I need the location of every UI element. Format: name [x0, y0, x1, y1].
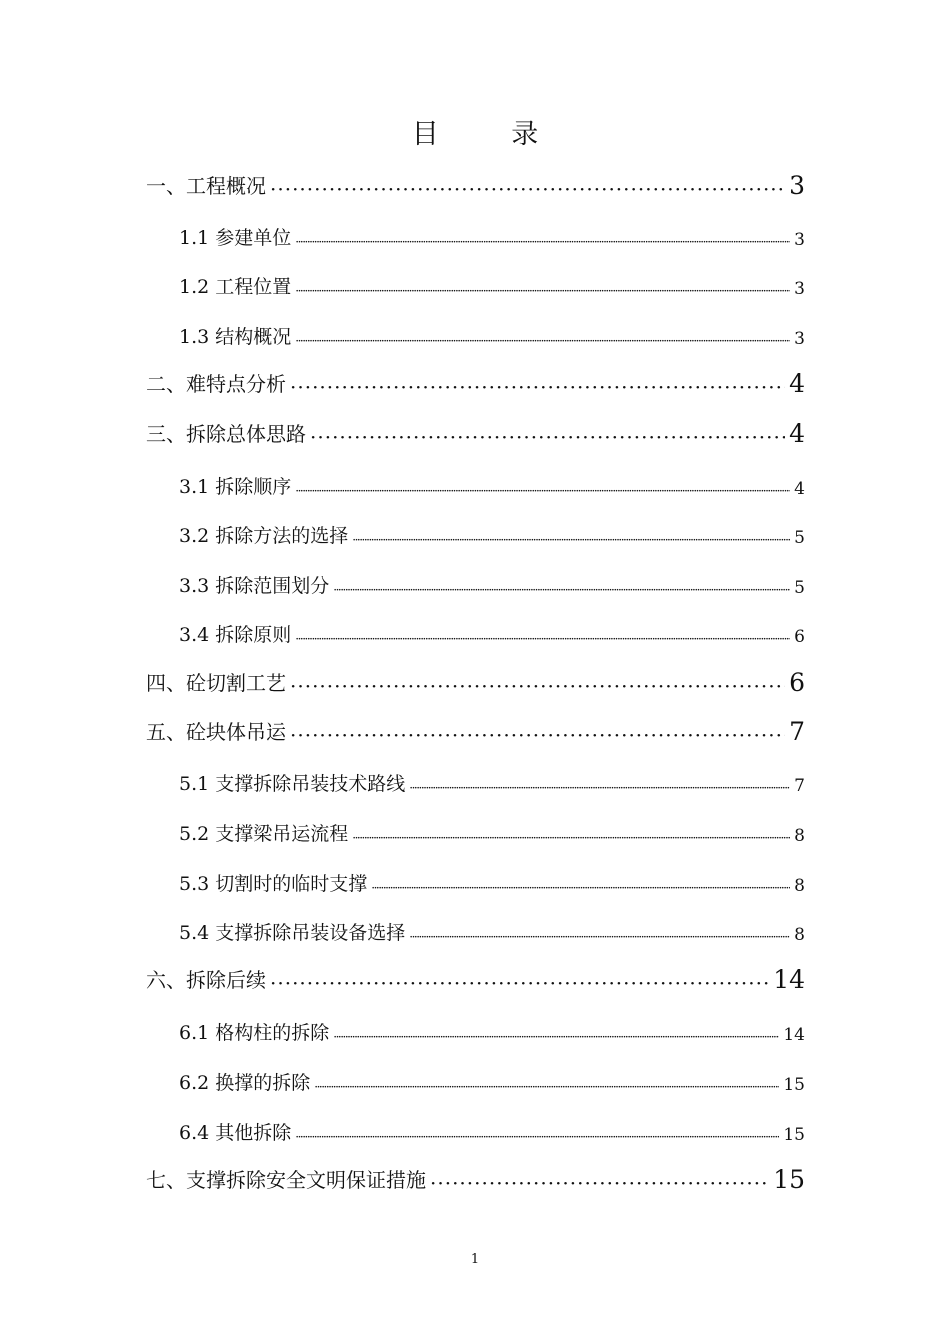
toc-entry-page: 5 [794, 528, 805, 548]
toc-leader [352, 830, 790, 846]
toc-entry[interactable] [146, 1164, 805, 1193]
toc-leader [295, 483, 790, 499]
toc-entry-label: 三、拆除总体思路 [146, 422, 306, 446]
toc-entry-label: 6.1 格构柱的拆除 [179, 1022, 330, 1044]
toc-entry[interactable] [179, 521, 805, 548]
toc-entry-label: 3.2 拆除方法的选择 [179, 525, 349, 547]
toc-entry[interactable] [179, 620, 805, 647]
toc-entry[interactable] [179, 223, 805, 250]
toc-entry-page: 7 [794, 776, 805, 796]
toc-entry-page: 8 [794, 925, 805, 945]
toc-entry[interactable] [179, 769, 805, 796]
toc-entry-label: 6.2 换撑的拆除 [179, 1072, 311, 1094]
toc-entry-label: 5.1 支撑拆除吊装技术路线 [179, 773, 406, 795]
toc-leader [290, 676, 785, 696]
toc-leader [290, 377, 785, 397]
toc-entry-label: 5.3 切割时的临时支撑 [179, 873, 368, 895]
toc-entry[interactable] [179, 272, 805, 299]
toc-entry-page: 8 [794, 876, 805, 896]
toc-entry[interactable] [179, 1018, 805, 1045]
toc-entry-label: 5.4 支撑拆除吊装设备选择 [179, 922, 406, 944]
toc-leader [295, 333, 790, 349]
toc-entry-page: 3 [794, 329, 805, 349]
toc-leader [333, 1029, 779, 1045]
toc-leader [270, 179, 785, 199]
toc-entry-label: 6.4 其他拆除 [179, 1122, 292, 1144]
toc-entry[interactable] [179, 472, 805, 499]
toc-entry-page: 4 [789, 419, 805, 447]
toc-entry[interactable] [146, 368, 805, 397]
toc-entry-label: 3.1 拆除顺序 [179, 476, 292, 498]
toc-leader [371, 880, 790, 896]
toc-entry-label: 七、支撑拆除安全文明保证措施 [146, 1168, 426, 1192]
toc-entry-label: 1.1 参建单位 [179, 227, 292, 249]
toc-entry-label: 3.3 拆除范围划分 [179, 575, 330, 597]
toc-entry-page: 3 [794, 279, 805, 299]
toc-entry-page: 15 [783, 1125, 805, 1145]
page-number: 1 [470, 1252, 480, 1267]
toc-entry[interactable] [146, 667, 805, 696]
toc-entry-label: 六、拆除后续 [146, 968, 266, 992]
toc-entry-page: 6 [789, 668, 805, 696]
toc-leader [310, 427, 785, 447]
toc-entry-label: 二、难特点分析 [146, 372, 286, 396]
toc-entry-page: 7 [789, 717, 805, 745]
toc-entry-page: 15 [773, 1165, 805, 1193]
toc-entry[interactable] [146, 964, 805, 993]
toc-entry-label: 1.3 结构概况 [179, 326, 292, 348]
toc-leader [295, 631, 790, 647]
toc-entry-page: 14 [783, 1025, 805, 1045]
toc-entry[interactable] [179, 918, 805, 945]
toc-entry[interactable] [179, 1118, 805, 1145]
toc-entry-page: 8 [794, 826, 805, 846]
toc-leader [314, 1079, 779, 1095]
toc-leader [333, 582, 790, 598]
toc-leader [352, 532, 790, 548]
toc-entry-page: 4 [789, 369, 805, 397]
toc-entry-label: 一、工程概况 [146, 174, 266, 198]
toc-entry[interactable] [179, 819, 805, 846]
toc-entry[interactable] [179, 869, 805, 896]
toc-entry-page: 3 [794, 230, 805, 250]
toc-entry[interactable] [179, 1068, 805, 1095]
toc-entry-page: 5 [794, 578, 805, 598]
toc-entry[interactable] [179, 571, 805, 598]
toc-title: 目 录 [411, 119, 571, 150]
toc-entry-page: 6 [794, 627, 805, 647]
toc-entry-label: 1.2 工程位置 [179, 276, 292, 298]
toc-leader [295, 283, 790, 299]
toc-leader [270, 973, 769, 993]
toc-leader [409, 929, 790, 945]
toc-entry-label: 五、砼块体吊运 [146, 720, 286, 744]
toc-entry[interactable] [179, 322, 805, 349]
toc-entry[interactable] [146, 418, 805, 447]
toc-entry-page: 14 [773, 965, 805, 993]
toc-entry-label: 3.4 拆除原则 [179, 624, 292, 646]
toc-entry-page: 3 [789, 171, 805, 199]
toc-entry[interactable] [146, 716, 805, 745]
toc-leader [295, 1129, 779, 1145]
toc-leader [409, 780, 790, 796]
toc-entry-page: 15 [783, 1075, 805, 1095]
toc-entry[interactable] [146, 170, 805, 199]
toc-leader [290, 725, 785, 745]
toc-entry-page: 4 [794, 479, 805, 499]
toc-entry-label: 5.2 支撑梁吊运流程 [179, 823, 349, 845]
toc-entry-label: 四、砼切割工艺 [146, 671, 286, 695]
toc-leader [295, 234, 790, 250]
toc-leader [430, 1173, 769, 1193]
